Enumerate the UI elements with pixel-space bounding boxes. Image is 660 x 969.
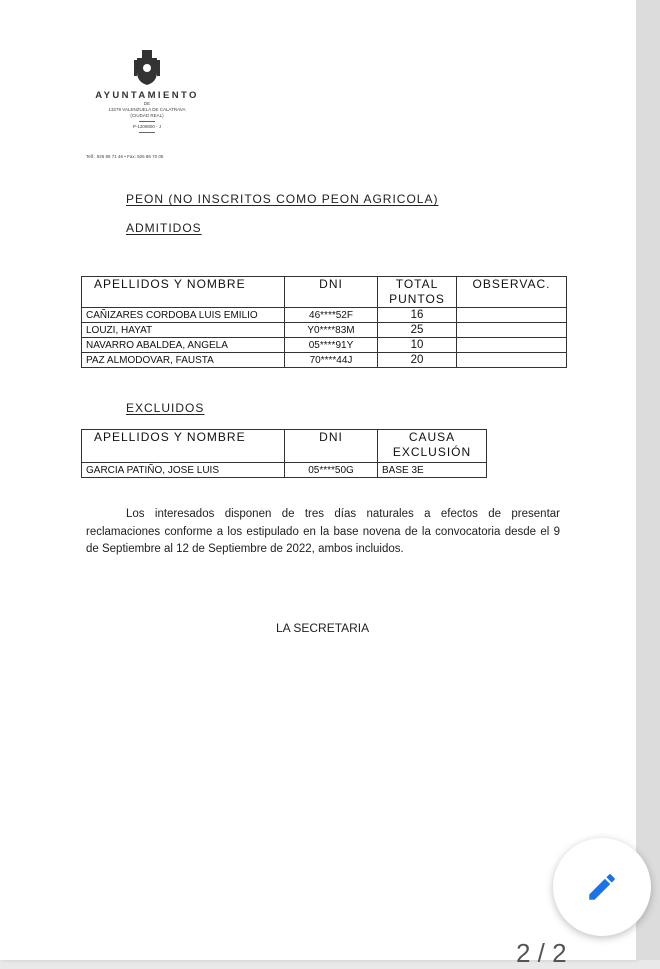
- cell-name: NAVARRO ABALDEA, ANGELA: [82, 338, 285, 353]
- col-header-dni: DNI: [285, 430, 378, 463]
- letterhead-address: 13279 VALENZUELA DE CALATRAVA: [108, 107, 186, 112]
- cell-obs: [457, 323, 567, 338]
- cell-name: GARCIA PATIÑO, JOSE LUIS: [82, 463, 285, 478]
- coat-of-arms-icon: [133, 48, 161, 86]
- cell-dni: Y0****83M: [285, 323, 378, 338]
- table-row: [82, 463, 487, 478]
- cell-obs: [457, 308, 567, 323]
- letterhead-cif: P-1309800 - J: [132, 124, 162, 129]
- table-header-row: [82, 430, 487, 463]
- cell-puntos: 10: [378, 338, 457, 353]
- page-indicator: 2 / 2: [516, 938, 567, 968]
- edit-button[interactable]: [553, 838, 651, 936]
- table-header-row: [82, 277, 567, 308]
- table-row: [82, 353, 567, 368]
- cell-causa: BASE 3E: [378, 463, 487, 478]
- col-header-name: APELLIDOS Y NOMBRE: [82, 430, 285, 463]
- signature-label: LA SECRETARIA: [276, 621, 370, 635]
- letterhead-divider: [139, 132, 155, 133]
- cell-dni: 05****91Y: [285, 338, 378, 353]
- cell-puntos: 25: [378, 323, 457, 338]
- col-header-causa: CAUSA EXCLUSIÓN: [378, 430, 487, 463]
- excluidos-table: [81, 429, 487, 478]
- table-row: [82, 323, 567, 338]
- col-header-obs: OBSERVAC.: [457, 277, 567, 308]
- notice-text: Los interesados disponen de tres días naturales a efectos de presentar reclamaciones conforme a los estipulado en la base novena de la convocatoria desde el 9 de Septiembre al 12 de Septiembre de 2022, ambos incluidos.: [86, 508, 560, 555]
- letterhead-title: AYUNTAMIENTO: [95, 90, 199, 101]
- cell-obs: [457, 353, 567, 368]
- cell-name: PAZ ALMODOVAR, FAUSTA: [82, 353, 285, 368]
- letterhead: [82, 48, 212, 135]
- admitidos-table: [81, 276, 567, 368]
- cell-dni: 46****52F: [285, 308, 378, 323]
- letterhead-de: DE: [143, 101, 151, 106]
- cell-dni: 70****44J: [285, 353, 378, 368]
- section-title: PEON (NO INSCRITOS COMO PEON AGRICOLA): [126, 192, 439, 206]
- letterhead-province: (CIUDAD REAL): [130, 113, 164, 118]
- notice-paragraph: [86, 506, 560, 559]
- letterhead-divider: [139, 121, 155, 122]
- cell-name: CAÑIZARES CORDOBA LUIS EMILIO: [82, 308, 285, 323]
- viewer-scroll-area[interactable]: [636, 0, 660, 960]
- cell-dni: 05****50G: [285, 463, 378, 478]
- table-row: [82, 338, 567, 353]
- cell-puntos: 16: [378, 308, 457, 323]
- col-header-dni: DNI: [285, 277, 378, 308]
- admitidos-heading: ADMITIDOS: [126, 221, 202, 235]
- cell-name: LOUZI, HAYAT: [82, 323, 285, 338]
- col-header-total: TOTAL PUNTOS: [378, 277, 457, 308]
- excluidos-heading: EXCLUIDOS: [126, 401, 205, 415]
- pencil-icon: [585, 870, 619, 904]
- cell-obs: [457, 338, 567, 353]
- letterhead-tel: Telf.: 926 86 71 46 • Fax: 926 86 70 05: [86, 154, 164, 159]
- cell-puntos: 20: [378, 353, 457, 368]
- col-header-name: APELLIDOS Y NOMBRE: [82, 277, 285, 308]
- table-row: [82, 308, 567, 323]
